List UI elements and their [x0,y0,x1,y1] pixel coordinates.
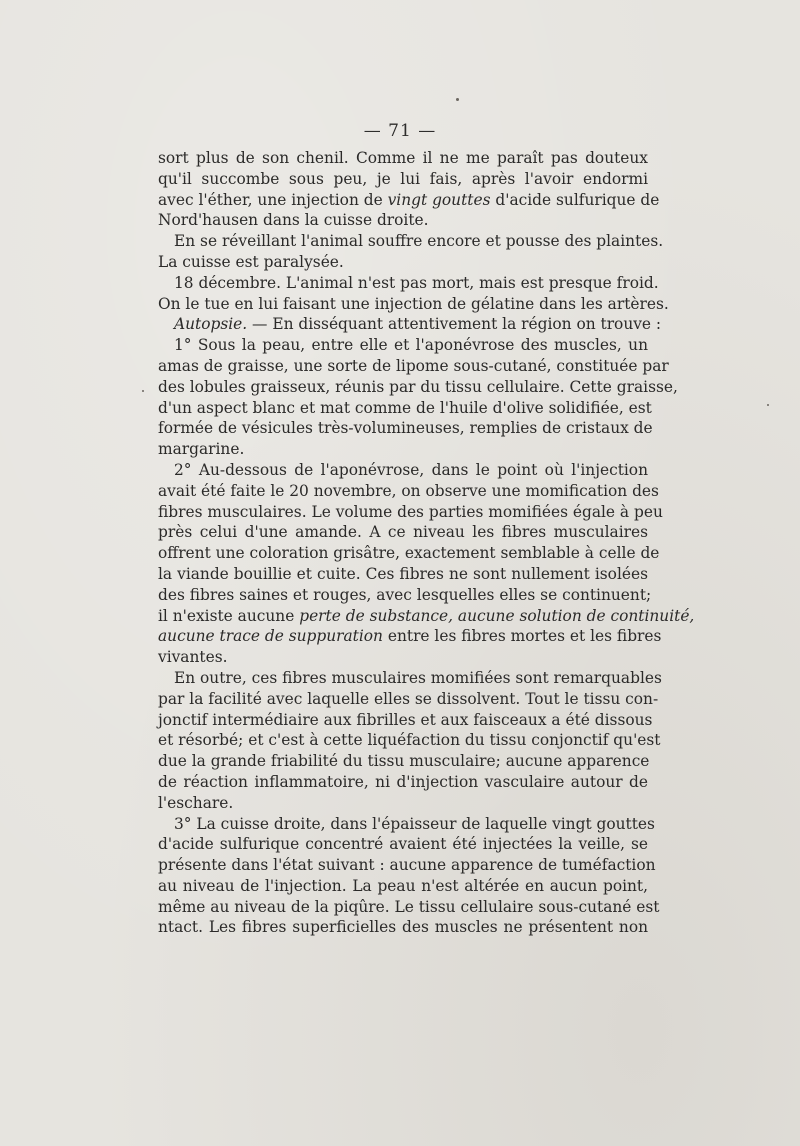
text-segment: par la facilité avec laquelle elles se dissolvent. Tout le tissu con- [158,689,659,708]
text-line [158,647,648,668]
text-segment: — En disséquant attentivement la région on trouve : [247,315,662,334]
text-line [158,398,652,419]
text-line [158,730,661,751]
text-segment: il n'existe aucune [158,606,300,625]
text-line [158,273,659,294]
text-segment: avec l'éther, une injection de [158,190,388,209]
text-line [158,190,660,211]
text-line [158,418,653,439]
text-segment: entre les fibres mortes et les fibres [382,627,662,646]
text-line [158,231,664,252]
text-line [158,356,669,377]
text-segment: des fibres saines et rouges, avec lesquelles elles se continuent; [158,585,652,604]
text-line [158,564,648,585]
italic-text: Autopsie. [174,315,248,334]
text-line [158,626,662,647]
text-line [158,897,660,918]
body-text [158,148,695,938]
text-segment: l'eschare. [158,793,234,812]
text-line [158,439,648,460]
text-segment: fibres musculaires. Le volume des parties momifiées égale à peu [158,502,663,521]
text-segment: la viande bouillie et cuite. Ces fibres ne sont nullement isolées [158,564,648,583]
text-segment: En se réveillant l'animal souffre encore et pousse des plaintes. [174,232,664,251]
text-segment: au niveau de l'injection. La peau n'est altérée en aucun point, [158,876,648,895]
text-line [158,668,662,689]
text-line [158,689,659,710]
text-line [158,793,648,814]
text-segment: qu'il succombe sous peu, je lui fais, après l'avoir endormi [158,169,648,188]
text-segment: En outre, ces fibres musculaires momifiées sont remarquables [174,668,662,687]
text-segment: jonctif intermédiaire aux fibrilles et aux faisceaux a été dissous [158,710,653,729]
text-segment: présente dans l'état suivant : aucune apparence de tuméfaction [158,856,656,875]
text-segment: 1° Sous la peau, entre elle et l'aponévrose des muscles, un [174,336,648,355]
ink-speck [456,98,459,101]
ink-speck [142,390,144,392]
text-line [158,772,648,793]
text-line [158,876,648,897]
text-segment: de réaction inflammatoire, ni d'injection vasculaire autour de [158,772,648,791]
text-line [158,585,652,606]
text-line [158,481,659,502]
ink-speck [767,404,769,406]
italic-text: vingt gouttes [387,190,491,209]
text-line [158,169,648,190]
text-segment: offrent une coloration grisâtre, exactement semblable à celle de [158,544,660,563]
text-line [158,814,655,835]
text-segment: vivantes. [158,648,228,667]
text-segment: avait été faite le 20 novembre, on observe une momification des [158,481,659,500]
italic-text: perte de substance, aucune solution de continuité, [299,606,695,625]
page-number: — 71 — [363,121,437,141]
text-segment: des lobules graisseux, réunis par du tissu cellulaire. Cette graisse, [158,377,678,396]
text-segment: même au niveau de la piqûre. Le tissu cellulaire sous-cutané est [158,897,660,916]
text-line [158,314,662,335]
text-segment: et résorbé; et c'est à cette liquéfaction du tissu conjonctif qu'est [158,731,661,750]
text-line [158,210,648,231]
text-segment: amas de graisse, une sorte de lipome sous-cutané, constituée par [158,356,669,375]
text-segment: près celui d'une amande. A ce niveau les fibres musculaires [158,523,648,542]
text-line [158,335,648,356]
text-segment: 18 décembre. L'animal n'est pas mort, mais est presque froid. [174,273,659,292]
text-segment: d'acide sulfurique de [490,190,660,209]
text-line [158,834,648,855]
text-segment: margarine. [158,440,245,459]
text-line [158,148,648,169]
text-line [158,502,663,523]
italic-text: aucune trace de suppuration [158,627,383,646]
text-line [158,543,660,564]
text-segment: 3° La cuisse droite, dans l'épaisseur de laquelle vingt gouttes [174,814,655,833]
text-line [158,917,648,938]
text-line [158,460,648,481]
text-segment: On le tue en lui faisant une injection de gélatine dans les artères. [158,294,669,313]
text-segment: ntact. Les fibres superficielles des muscles ne présentent non [158,918,648,937]
text-segment: formée de vésicules très-volumineuses, remplies de cristaux de [158,419,653,438]
text-line [158,606,695,627]
text-segment: Nord'hausen dans la cuisse droite. [158,211,429,230]
text-segment: due la grande friabilité du tissu musculaire; aucune apparence [158,752,650,771]
text-line [158,252,648,273]
text-segment: La cuisse est paralysée. [158,252,344,271]
text-segment: d'acide sulfurique concentré avaient été injectées la veille, se [158,835,648,854]
text-line [158,294,669,315]
text-line [158,855,656,876]
text-line [158,751,648,772]
text-segment: 2° Au-dessous de l'aponévrose, dans le point où l'injection [174,460,648,479]
text-line [158,377,678,398]
text-line [158,522,648,543]
text-segment: sort plus de son chenil. Comme il ne me paraît pas douteux [158,149,648,167]
text-line [158,710,653,731]
text-segment: d'un aspect blanc et mat comme de l'huile d'olive solidifiée, est [158,398,652,417]
